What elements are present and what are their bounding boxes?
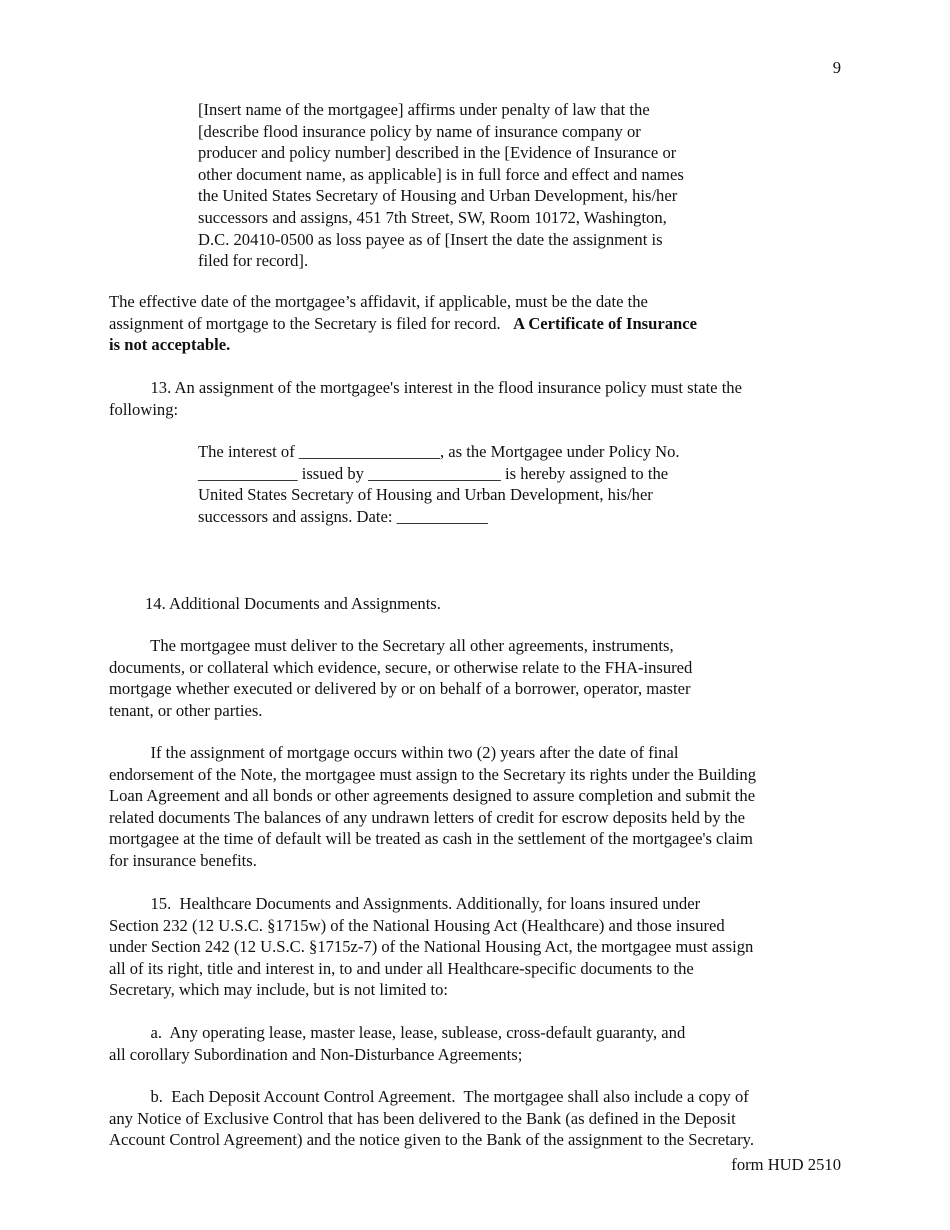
certificate-warning: A Certificate of Insurance <box>513 313 697 333</box>
item-15 <box>109 893 849 1001</box>
text-line: other document name, as applicable] is in full force and effect and names <box>198 164 684 184</box>
text-line: endorsement of the Note, the mortgagee must assign to the Secretary its rights under the Building <box>109 764 757 784</box>
text-line: under Section 242 (12 U.S.C. §1715z-7) of the National Housing Act, the mortgagee must assign <box>109 937 754 957</box>
text-line: producer and policy number] described in the [Evidence of Insurance or <box>198 143 677 163</box>
text-line: D.C. 20410-0500 as loss payee as of [Insert the date the assignment is <box>198 229 663 249</box>
text-line: any Notice of Exclusive Control that has been delivered to the Bank (as defined in the Deposit <box>109 1108 736 1128</box>
text-line: all of its right, title and interest in, to and under all Healthcare-specific documents to the <box>109 958 694 978</box>
item-14-paragraph-1 <box>109 635 849 721</box>
text-line: 15. Healthcare Documents and Assignments. Additionally, for loans insured under <box>109 894 701 913</box>
text-line: [describe flood insurance policy by name of insurance company or <box>198 121 641 141</box>
page-number: 9 <box>832 58 841 77</box>
item-14-paragraph-2 <box>109 742 849 872</box>
text-line: a. Any operating lease, master lease, lease, sublease, cross-default guaranty, and <box>109 1023 686 1042</box>
text-line: mortgage whether executed or delivered by or on behalf of a borrower, operator, master <box>109 679 691 699</box>
text-line: filed for record]. <box>198 251 309 271</box>
text-line: for insurance benefits. <box>109 850 257 870</box>
text-line: is not acceptable. <box>109 335 231 355</box>
text-line: 13. An assignment of the mortgagee's interest in the flood insurance policy must state the <box>109 378 742 397</box>
text-line: related documents The balances of any undrawn letters of credit for escrow deposits held by the <box>109 807 746 827</box>
text-line: The effective date of the mortgagee’s affidavit, if applicable, must be the date the <box>109 292 648 311</box>
text-line: documents, or collateral which evidence, secure, or otherwise relate to the FHA-insured <box>109 657 693 677</box>
text-line: The interest of _________________, as the Mortgagee under Policy No. <box>198 442 680 461</box>
assignment-quote <box>198 441 758 527</box>
item-15b <box>109 1086 849 1151</box>
text-line: If the assignment of mortgage occurs within two (2) years after the date of final <box>109 743 679 762</box>
text-line: Secretary, which may include, but is not limited to: <box>109 980 449 1000</box>
text-line: successors and assigns, 451 7th Street, SW, Room 10172, Washington, <box>198 207 667 227</box>
text-line: tenant, or other parties. <box>109 700 263 720</box>
text-line: b. Each Deposit Account Control Agreement. The mortgagee shall also include a copy of <box>109 1087 749 1106</box>
text-line: 14. Additional Documents and Assignments. <box>145 594 441 613</box>
text-line <box>109 313 849 335</box>
item-14-heading <box>145 593 441 615</box>
affidavit-quote <box>198 99 758 272</box>
text-line: the United States Secretary of Housing and Urban Development, his/her <box>198 186 678 206</box>
text-line: [Insert name of the mortgagee] affirms under penalty of law that the <box>198 100 650 119</box>
text-line: Section 232 (12 U.S.C. §1715w) of the National Housing Act (Healthcare) and those insured <box>109 915 725 935</box>
text-line: successors and assigns. Date: ___________ <box>198 506 488 526</box>
effective-date-paragraph <box>109 291 849 356</box>
item-15a <box>109 1022 849 1065</box>
text-segment: assignment of mortgage to the Secretary is filed for record. <box>109 313 514 333</box>
text-line: United States Secretary of Housing and Urban Development, his/her <box>198 485 653 505</box>
text-line: following: <box>109 399 179 419</box>
text-line: mortgagee at the time of default will be treated as cash in the settlement of the mortgagee's claim <box>109 829 753 849</box>
form-footer: form HUD 2510 <box>731 1155 841 1174</box>
text-line: all corollary Subordination and Non-Disturbance Agreements; <box>109 1044 523 1064</box>
text-line: ____________ issued by ________________ is hereby assigned to the <box>198 463 669 483</box>
item-13 <box>109 377 849 420</box>
text-line: Loan Agreement and all bonds or other agreements designed to assure completion and submit the <box>109 786 756 806</box>
text-line: The mortgagee must deliver to the Secretary all other agreements, instruments, <box>109 636 674 655</box>
text-line: Account Control Agreement) and the notice given to the Bank of the assignment to the Secretary. <box>109 1130 754 1150</box>
